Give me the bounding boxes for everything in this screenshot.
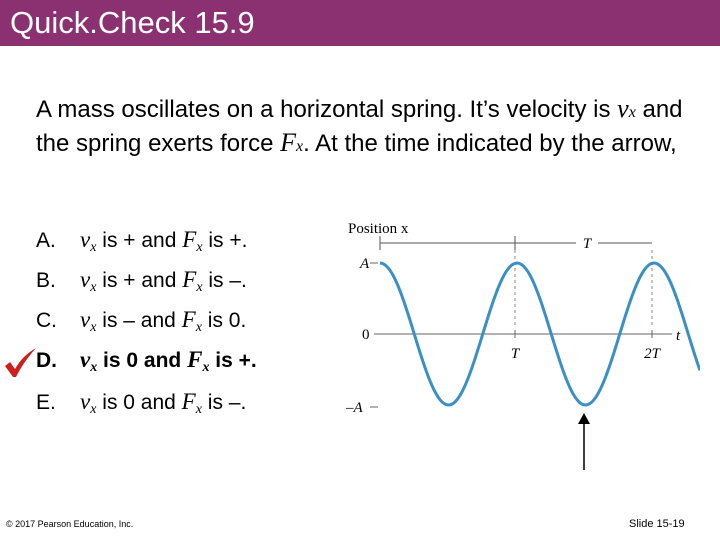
graph-time-arrowhead xyxy=(578,413,590,424)
graph-tick-2T-label: 2T xyxy=(644,346,660,362)
choice-v-subscript: x xyxy=(90,320,97,335)
choice-letter: D. xyxy=(36,349,57,372)
checkmark-icon xyxy=(2,347,38,379)
graph-zero-label: 0 xyxy=(362,327,370,343)
graph-amplitude-label: A xyxy=(360,256,370,272)
choice-f-symbol: F xyxy=(181,389,196,414)
graph-axis-label: Position x xyxy=(348,221,409,237)
choice-f-subscript: x xyxy=(196,280,203,295)
question-part3: . At the time indicated by the arrow, xyxy=(303,130,677,157)
choice-f-symbol: F xyxy=(182,227,197,252)
graph-time-label: t xyxy=(676,328,681,344)
choice-f-subscript: x xyxy=(195,320,202,335)
choice-f-subscript: x xyxy=(202,360,210,375)
choice-letter: B. xyxy=(36,269,56,292)
choice-v-symbol: v xyxy=(80,227,91,252)
choice-f-symbol: F xyxy=(182,267,197,292)
choice-end-text: is +. xyxy=(202,229,248,252)
graph-period-label: T xyxy=(582,236,592,252)
velocity-symbol: v xyxy=(617,94,629,123)
choice-f-symbol: F xyxy=(181,307,196,332)
choice-mid-text: is + and xyxy=(96,269,183,292)
choice-d[interactable] xyxy=(36,345,257,375)
choice-a[interactable] xyxy=(36,225,247,255)
graph-neg-amplitude-label: –A xyxy=(346,400,363,416)
question-text xyxy=(36,94,696,162)
choice-v-symbol: v xyxy=(80,267,91,292)
question-part2: and the spring exerts force xyxy=(36,96,683,157)
choice-b[interactable] xyxy=(36,265,247,295)
choice-end-text: is –. xyxy=(201,391,247,414)
question-part1: A mass oscillates on a horizontal spring. It’s velocity is xyxy=(36,96,618,123)
choice-c[interactable] xyxy=(36,305,246,335)
position-time-graph xyxy=(340,214,700,474)
choice-end-text: is 0. xyxy=(201,309,247,332)
graph-tick-T-label: T xyxy=(510,346,520,362)
choice-v-symbol: v xyxy=(80,347,91,372)
title-bar xyxy=(0,0,720,46)
copyright-text: © 2017 Pearson Education, Inc. xyxy=(6,519,134,529)
choice-letter: A. xyxy=(36,229,56,252)
force-symbol: F xyxy=(280,128,297,157)
choice-v-subscript: x xyxy=(90,280,97,295)
choice-f-subscript: x xyxy=(195,402,202,417)
choice-end-text: is +. xyxy=(209,349,257,372)
choice-f-subscript: x xyxy=(196,240,203,255)
slide-title: Quick.Check 15.9 xyxy=(10,5,255,40)
choice-f-symbol: F xyxy=(187,347,203,372)
choice-letter: E. xyxy=(36,391,56,414)
choice-mid-text: is 0 and xyxy=(97,349,188,372)
choice-mid-text: is 0 and xyxy=(96,391,182,414)
choice-e[interactable] xyxy=(36,387,246,417)
choice-v-subscript: x xyxy=(90,240,97,255)
choice-v-symbol: v xyxy=(80,307,91,332)
choice-v-symbol: v xyxy=(80,389,91,414)
choice-letter: C. xyxy=(36,309,57,332)
choice-mid-text: is – and xyxy=(96,309,182,332)
slide-number: Slide 15-19 xyxy=(629,518,685,530)
force-subscript: x xyxy=(296,138,304,155)
choice-v-subscript: x xyxy=(90,360,98,375)
velocity-subscript: x xyxy=(628,104,636,121)
choice-mid-text: is + and xyxy=(96,229,183,252)
choice-end-text: is –. xyxy=(202,269,247,292)
choice-v-subscript: x xyxy=(90,402,97,417)
